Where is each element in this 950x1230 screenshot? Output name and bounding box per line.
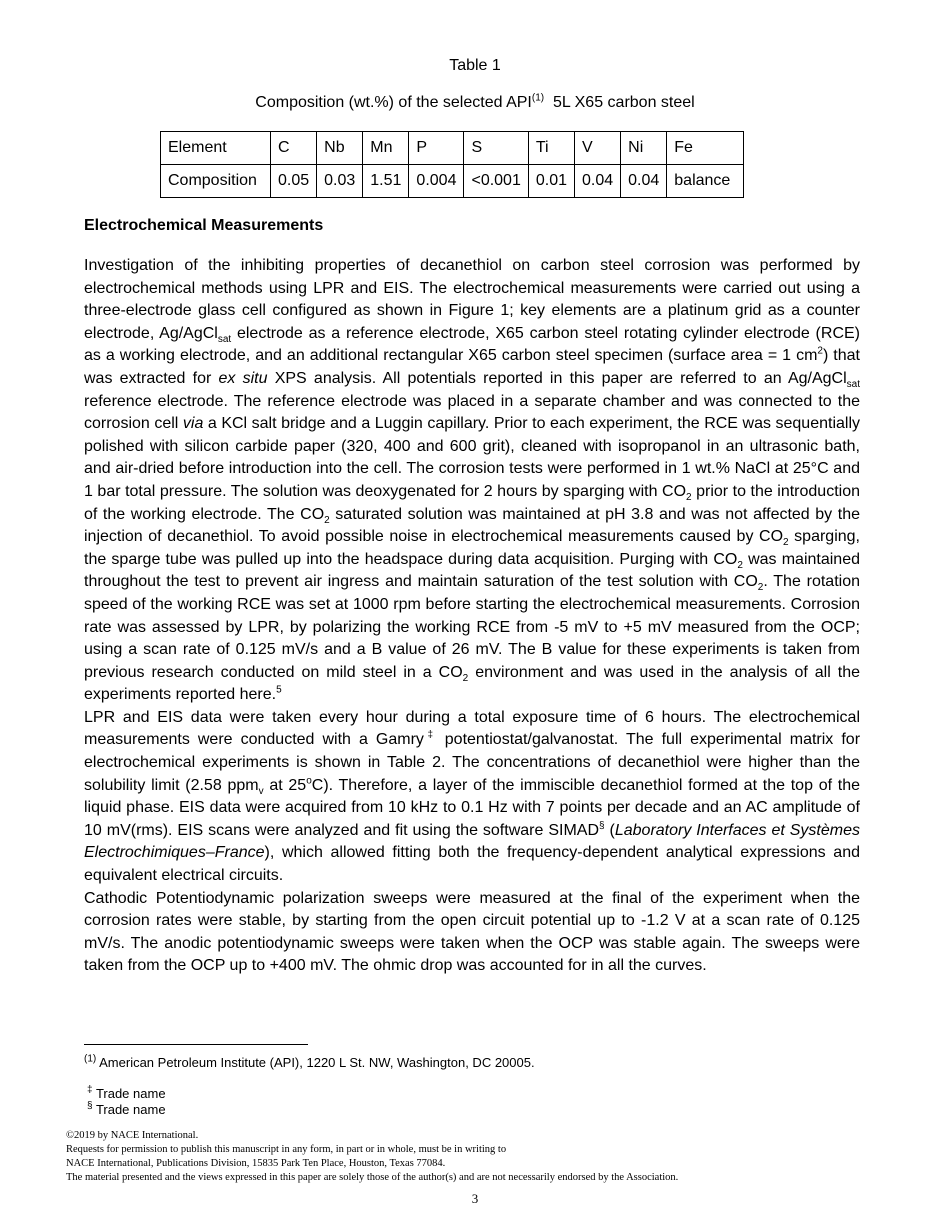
footnote-text: American Petroleum Institute (API), 1220 L St. NW, Washington, DC 20005. [96, 1055, 535, 1070]
copyright-line: NACE International, Publications Division, 15835 Park Ten Place, Houston, Texas 77084. [66, 1158, 446, 1169]
text-run: saturated solution was maintained at pH 3.8 and was not affected by the injection of decanethiol. To avoid possible noise in electrochemical measurements caused by CO [84, 505, 860, 546]
text-run: XPS analysis. All potentials reported in this paper are referred to an Ag/AgCl [267, 369, 847, 387]
text-run: ( [604, 821, 615, 839]
table-cell: Element [161, 132, 271, 165]
copyright-line: Requests for permission to publish this manuscript in any form, in part or in whole, must be in writing to [66, 1144, 507, 1155]
subscript: 2 [686, 492, 692, 504]
subscript: 2 [757, 582, 764, 594]
text-run: was maintained throughout the test to prevent air ingress and maintain saturation of the test solution with CO [84, 550, 860, 591]
footnote-text: Trade name [92, 1086, 166, 1101]
footnote-mark: ‡ [87, 1084, 93, 1096]
text-run: . The rotation speed of the working RCE was set at 1000 rpm before starting the electrochemical measurements. Corrosion rate was assessed by LPR, by polarizing the working RCE from -5 mV to +5 mV measured from the OCP; using a scan rate of 0.125 mV/s and a B value of 26 mV. The B value for these experiments is taken from previous research conducted on mild steel in a CO [84, 573, 861, 681]
text-run: potentiostat/galvanostat. The full experimental matrix for electrochemical experiments is shown in Table 2. The concentrations of decanethiol were higher than the solubility limit (2.58 ppm [84, 731, 861, 794]
superscript: 2 [817, 346, 823, 358]
table-cell: C [271, 132, 317, 165]
table-caption-footnote-mark: (1) [531, 92, 545, 104]
table-caption [0, 94, 950, 112]
footnote-divider [84, 1044, 308, 1045]
table-cell: Nb [317, 132, 363, 165]
table-cell: S [464, 132, 528, 165]
subscript: 2 [737, 559, 743, 571]
citation-reference: 5 [276, 684, 282, 696]
text-run: reference electrode. The reference electrode was placed in a separate chamber and was connected to the corrosion cell [84, 392, 860, 433]
text-run: a KCl salt bridge and a Luggin capillary. Prior to each experiment, the RCE was sequentially polished with silicon carbide paper (320, 400 and 600 grit), cleaned with isopropanol in an ultrasonic bath, and air-dried before introduction into the cell. The corrosion tests were performed in 1 wt.% NaCl at 25°C and 1 bar total pressure. The solution was deoxygenated for 2 hours by sparging with CO [84, 415, 860, 500]
subscript: 2 [462, 672, 469, 684]
table-cell: 0.04 [621, 165, 667, 198]
table-cell: Mn [363, 132, 409, 165]
text-run: prior to the introduction of the working electrode. The CO [84, 482, 860, 523]
footnote-1 [84, 1055, 535, 1070]
table-caption-text-end: 5L X65 carbon steel [544, 94, 695, 111]
table-cell: Composition [161, 165, 271, 198]
paragraph-2 [84, 707, 860, 888]
table-cell: 0.04 [575, 165, 621, 198]
paragraph-3: Cathodic Potentiodynamic polarization sweeps were measured at the final of the experiment when the corrosion rates were stable, by starting from the open circuit potential up to -1.2 V at a scan rate of 0.125 mV/s. The anodic potentiodynamic sweeps were taken when the OCP was stable again. The sweeps were taken from the OCP up to +400 mV. The ohmic drop was accounted for in all the curves. [84, 889, 860, 975]
italic-text: ex situ [218, 369, 268, 387]
footnote-3 [87, 1102, 166, 1117]
table-cell: V [575, 132, 621, 165]
table-cell: Fe [667, 132, 744, 165]
copyright-line: The material presented and the views expressed in this paper are solely those of the author(s) and are not necessarily endorsed by the Association. [66, 1172, 679, 1183]
table-header-row [161, 132, 744, 165]
text-run: at 25 [263, 776, 307, 794]
footnote-mark: § [599, 820, 605, 832]
subscript: sat [846, 379, 860, 391]
subscript: v [258, 785, 264, 797]
table-title: Table 1 [449, 57, 501, 74]
text-run: ) that was extracted for [84, 347, 860, 387]
text-run: C). Therefore, a layer of the immiscible decanethiol formed at the top of the liquid phase. EIS data were acquired from 10 kHz to 0.1 Hz with 7 points per decade and an AC amplitude of 10 mV(rms). EIS scans were analyzed and fit using the software SIMAD [84, 776, 861, 839]
text-run: electrode as a reference electrode, X65 carbon steel rotating cylinder electrode (RCE) as a working electrode, and an additional rectangular X65 carbon steel specimen (surface area = 1 cm [84, 324, 860, 365]
composition-table [160, 131, 744, 198]
footnote-2 [87, 1086, 166, 1101]
table-cell: 1.51 [363, 165, 409, 198]
body-text [84, 255, 860, 978]
text-run: ), which allowed fitting both the frequency-dependent analytical expressions and equivalent electrical circuits. [84, 844, 860, 885]
table-cell: <0.001 [464, 165, 528, 198]
section-heading: Electrochemical Measurements [84, 217, 324, 234]
text-run: LPR and EIS data were taken every hour during a total exposure time of 6 hours. The electrochemical measurements were conducted with a Gamry [84, 708, 860, 749]
text-run: sparging, the sparge tube was pulled up into the headspace during data acquisition. Purging with CO [84, 528, 860, 568]
table-cell: 0.05 [271, 165, 317, 198]
superscript: o [306, 775, 312, 787]
table-cell: Ni [621, 132, 667, 165]
copyright-line: ©2019 by NACE International. [66, 1130, 199, 1141]
footnote-mark: ‡ [423, 730, 437, 742]
italic-text: via [182, 415, 204, 433]
copyright-notice [66, 1129, 678, 1185]
footnote-mark: (1) [84, 1053, 97, 1065]
subscript: 2 [324, 514, 330, 526]
table-cell: 0.004 [409, 165, 464, 198]
italic-text: Laboratory Interfaces et Systèmes Electrochimiques–France [84, 821, 861, 862]
page-number: 3 [471, 1191, 479, 1206]
text-run: Investigation of the inhibiting properties of decanethiol on carbon steel corrosion was performed by electrochemical methods using LPR and EIS. The electrochemical measurements were carried out using a three-electrode glass cell configured as shown in Figure 1; key elements are a platinum grid as a counter electrode, Ag/AgCl [84, 257, 860, 342]
table-caption-text: Composition (wt.%) of the selected API [255, 94, 532, 111]
table-cell: 0.03 [317, 165, 363, 198]
subscript: sat [217, 333, 232, 345]
paragraph-1 [84, 255, 860, 707]
table-cell: 0.01 [528, 165, 574, 198]
footnote-text: Trade name [92, 1102, 166, 1117]
table-cell: Ti [528, 132, 574, 165]
table-row [161, 165, 744, 198]
table-cell: balance [667, 165, 744, 198]
footnote-mark: § [87, 1100, 93, 1112]
table-cell: P [409, 132, 464, 165]
subscript: 2 [783, 537, 789, 549]
text-run: environment and was used in the analysis of all the experiments reported here. [84, 663, 861, 704]
